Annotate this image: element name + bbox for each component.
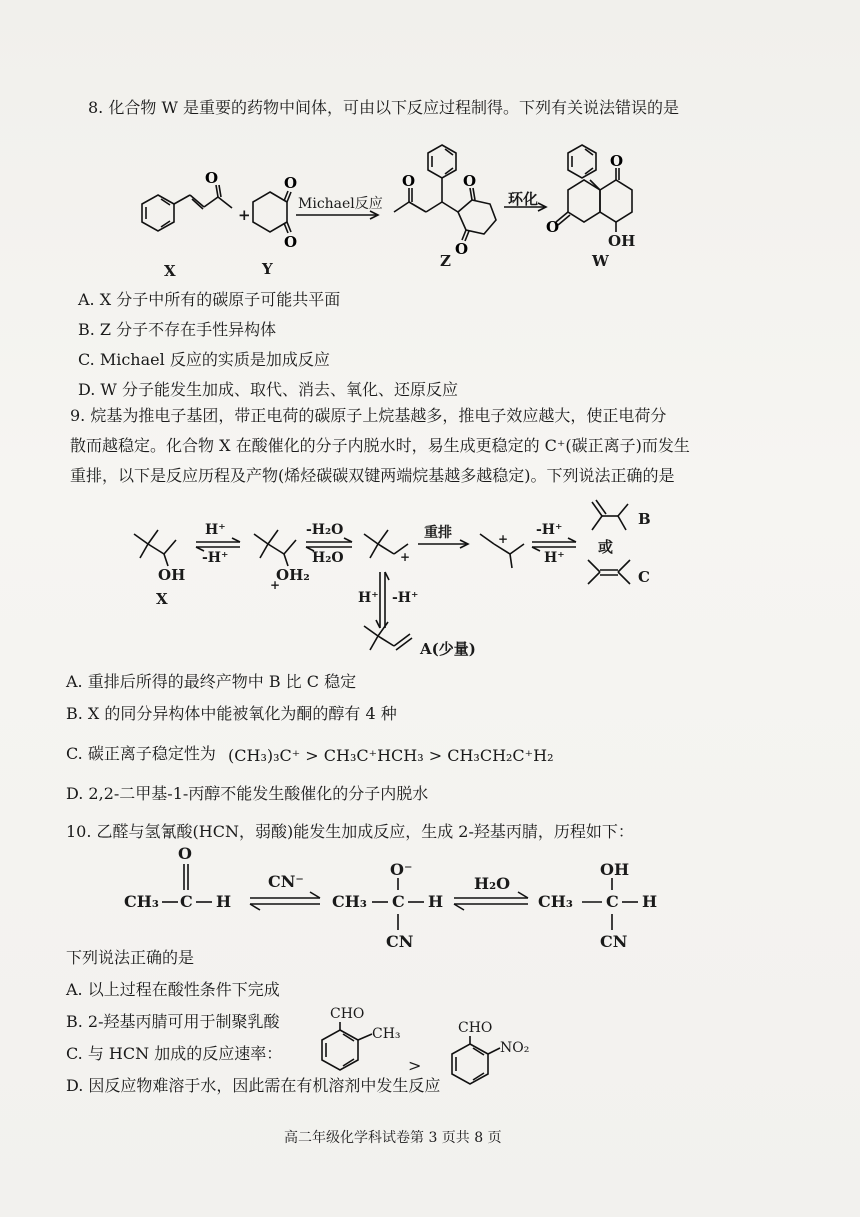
q8-option-d: D. W 分子能发生加成、取代、消去、氧化、还原反应 xyxy=(78,380,458,399)
q9-arrow1-bottom: -H⁺ xyxy=(202,550,229,566)
q9-vertical-left: H⁺ xyxy=(358,590,379,606)
q9-stem-line-1: 9. 烷基为推电子基团，带正电荷的碳原子上烷基越多，推电子效应越大，使正电荷分 xyxy=(70,406,667,425)
q9-label-b: B xyxy=(638,510,651,528)
q10-h-2: H xyxy=(428,892,444,911)
q9-option-a: A. 重排后所得的最终产物中 B 比 C 稳定 xyxy=(66,672,357,691)
q10-cn-2: CN xyxy=(386,932,414,951)
q10-c-2: C xyxy=(392,892,405,911)
q8-plus-sign: + xyxy=(238,206,251,224)
q9-stem-line-2: 散而越稳定。化合物 X 在酸催化的分子内脱水时，易生成更稳定的 C⁺(碳正离子)而发生 xyxy=(70,436,690,455)
q8-cyclization-arrow-label: 环化 xyxy=(508,190,539,208)
q9-option-d: D. 2,2-二甲基-1-丙醇不能发生酸催化的分子内脱水 xyxy=(66,784,429,803)
q9-arrow3-top: -H⁺ xyxy=(536,522,563,538)
q9-arrow2-bottom: H₂O xyxy=(312,550,344,566)
q8-x-o: O xyxy=(205,169,219,187)
q10-prompt: 下列说法正确的是 xyxy=(66,948,195,967)
q9-arrow1-top: H⁺ xyxy=(205,522,226,538)
q8-z-o3: O xyxy=(455,240,469,258)
q9-cation2-plus: + xyxy=(498,532,509,546)
q9-or-label: 或 xyxy=(598,538,614,556)
q9-rearrange-label: 重排 xyxy=(424,525,452,541)
q10-rate-gt: > xyxy=(408,1056,422,1075)
q8-w-oh-label: OH xyxy=(608,232,636,250)
q10-c-3: C xyxy=(606,892,619,911)
q8-y-o2: O xyxy=(284,233,298,251)
q8-option-c: C. Michael 反应的实质是加成反应 xyxy=(78,350,330,369)
q9-stem-line-3: 重排，以下是反应历程及产物(烯烃碳碳双键两端烷基越多越稳定)。下列说法正确的是 xyxy=(70,466,675,485)
q8-michael-arrow-label: Michael反应 xyxy=(298,196,383,212)
q9-label-a: A(少量) xyxy=(420,640,476,658)
q10-h-1: H xyxy=(216,892,232,911)
q8-option-a: A. X 分子中所有的碳原子可能共平面 xyxy=(78,290,341,309)
q10-aldehyde-o: O xyxy=(178,844,192,863)
q9-option-c: C. 碳正离子稳定性为 xyxy=(66,744,216,763)
q10-rate-cho-1: CHO xyxy=(330,1006,365,1022)
q10-ch3-1: CH₃ xyxy=(124,892,159,911)
q10-ch3-2: CH₃ xyxy=(332,892,367,911)
q8-z-o2: O xyxy=(463,172,477,190)
q10-option-c: C. 与 HCN 加成的反应速率： xyxy=(66,1044,283,1063)
q9-arrow2-top: -H₂O xyxy=(306,522,344,538)
q10-h-3: H xyxy=(642,892,658,911)
q9-vertical-right: -H⁺ xyxy=(392,590,419,606)
q8-label-x: X xyxy=(164,262,176,280)
q9-label-x: X xyxy=(156,590,168,608)
q9-protonated-oh2: OH₂ xyxy=(276,566,310,584)
q9-cation1-plus: + xyxy=(400,550,411,564)
q9-option-c-formula: (CH₃)₃C⁺ > CH₃C⁺HCH₃ > CH₃CH₂C⁺H₂ xyxy=(228,746,554,765)
q10-stem: 10. 乙醛与氢氰酸(HCN，弱酸)能发生加成反应，生成 2-羟基丙腈，历程如下： xyxy=(66,822,634,841)
q10-rate-ch3: CH₃ xyxy=(372,1026,401,1042)
q10-c-1: C xyxy=(180,892,193,911)
q8-y-o1: O xyxy=(284,174,298,192)
q9-option-b: B. X 的同分异构体中能被氧化为酮的醇有 4 种 xyxy=(66,704,397,723)
q8-stem: 8. 化合物 W 是重要的药物中间体，可由以下反应过程制得。下列有关说法错误的是 xyxy=(88,98,679,117)
page-footer: 高二年级化学科试卷第 3 页共 8 页 xyxy=(284,1130,502,1146)
q8-label-z: Z xyxy=(440,252,451,270)
q10-h2o: H₂O xyxy=(474,874,511,893)
q9-arrow3-bottom: H⁺ xyxy=(544,550,565,566)
q9-x-oh: OH xyxy=(158,566,186,584)
q8-z-o1: O xyxy=(402,172,416,190)
q10-option-b: B. 2-羟基丙腈可用于制聚乳酸 xyxy=(66,1012,280,1031)
q8-option-b: B. Z 分子不存在手性异构体 xyxy=(78,320,277,339)
q8-w-o1: O xyxy=(546,218,560,236)
q8-w-o2: O xyxy=(610,152,624,170)
q10-ch3-3: CH₃ xyxy=(538,892,573,911)
q10-cn-minus: CN⁻ xyxy=(268,872,304,891)
q10-rate-no2: NO₂ xyxy=(500,1040,530,1056)
q10-rate-cho-2: CHO xyxy=(458,1020,493,1036)
q10-cn-3: CN xyxy=(600,932,628,951)
q8-label-y: Y xyxy=(262,260,273,278)
q9-label-c: C xyxy=(638,568,650,586)
q10-option-a: A. 以上过程在酸性条件下完成 xyxy=(66,980,280,999)
q10-o-minus: O⁻ xyxy=(390,860,413,879)
q10-oh: OH xyxy=(600,860,630,879)
q9-oh2-plus: + xyxy=(270,578,281,592)
q10-option-d: D. 因反应物难溶于水，因此需在有机溶剂中发生反应 xyxy=(66,1076,441,1095)
q8-label-w: W xyxy=(592,252,609,270)
